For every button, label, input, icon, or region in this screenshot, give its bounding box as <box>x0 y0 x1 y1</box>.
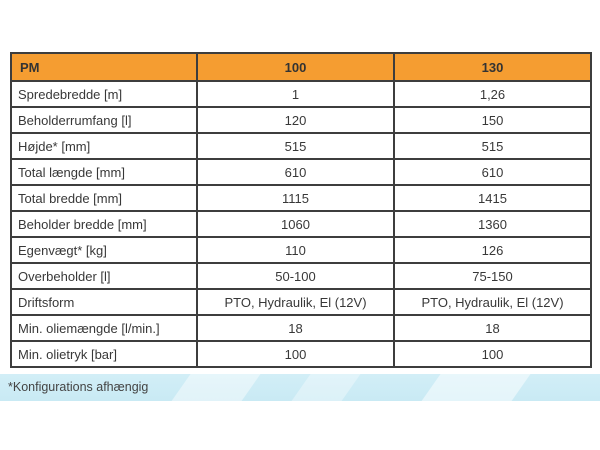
spec-value-cell: 610 <box>394 159 591 185</box>
table-row <box>11 237 591 263</box>
spec-value-cell: 50-100 <box>197 263 394 289</box>
header-cell-pm: PM <box>11 53 197 81</box>
header-cell-100: 100 <box>197 53 394 81</box>
spec-label-cell: Total længde [mm] <box>11 159 197 185</box>
spec-value-cell: 18 <box>197 315 394 341</box>
spec-value-cell: 150 <box>394 107 591 133</box>
spec-label-cell: Beholder bredde [mm] <box>11 211 197 237</box>
spec-label-cell: Højde* [mm] <box>11 133 197 159</box>
spec-label-cell: Beholderrumfang [l] <box>11 107 197 133</box>
table-row <box>11 211 591 237</box>
table-row <box>11 341 591 367</box>
spec-value-cell: PTO, Hydraulik, El (12V) <box>394 289 591 315</box>
spec-value-cell: 1360 <box>394 211 591 237</box>
light-ray <box>412 374 537 401</box>
light-ray <box>162 374 267 401</box>
spec-value-cell: 1,26 <box>394 81 591 107</box>
table-row <box>11 289 591 315</box>
spec-value-cell: 610 <box>197 159 394 185</box>
table-header-row <box>11 53 591 81</box>
spec-value-cell: 18 <box>394 315 591 341</box>
spec-value-cell: 110 <box>197 237 394 263</box>
spec-label-cell: Min. olietryk [bar] <box>11 341 197 367</box>
spec-value-cell: 120 <box>197 107 394 133</box>
spec-value-cell: 1060 <box>197 211 394 237</box>
table-row <box>11 159 591 185</box>
spec-label-cell: Total bredde [mm] <box>11 185 197 211</box>
spec-value-cell: 100 <box>197 341 394 367</box>
spec-value-cell: PTO, Hydraulik, El (12V) <box>197 289 394 315</box>
spec-value-cell: 515 <box>197 133 394 159</box>
specifications-table <box>10 52 592 368</box>
table-row <box>11 185 591 211</box>
spec-value-cell: 1115 <box>197 185 394 211</box>
spec-label-cell: Spredebredde [m] <box>11 81 197 107</box>
background-band <box>0 374 600 401</box>
table-row <box>11 315 591 341</box>
spec-value-cell: 1 <box>197 81 394 107</box>
spec-value-cell: 75-150 <box>394 263 591 289</box>
table-row <box>11 133 591 159</box>
light-ray <box>282 374 367 401</box>
spec-label-cell: Egenvægt* [kg] <box>11 237 197 263</box>
table-row <box>11 263 591 289</box>
table-row <box>11 107 591 133</box>
spec-value-cell: 126 <box>394 237 591 263</box>
spec-value-cell: 515 <box>394 133 591 159</box>
table-row <box>11 81 591 107</box>
spec-label-cell: Min. oliemængde [l/min.] <box>11 315 197 341</box>
header-cell-130: 130 <box>394 53 591 81</box>
spec-value-cell: 1415 <box>394 185 591 211</box>
spec-value-cell: 100 <box>394 341 591 367</box>
spec-label-cell: Driftsform <box>11 289 197 315</box>
spec-label-cell: Overbeholder [l] <box>11 263 197 289</box>
footnote: *Konfigurations afhængig <box>8 380 149 394</box>
